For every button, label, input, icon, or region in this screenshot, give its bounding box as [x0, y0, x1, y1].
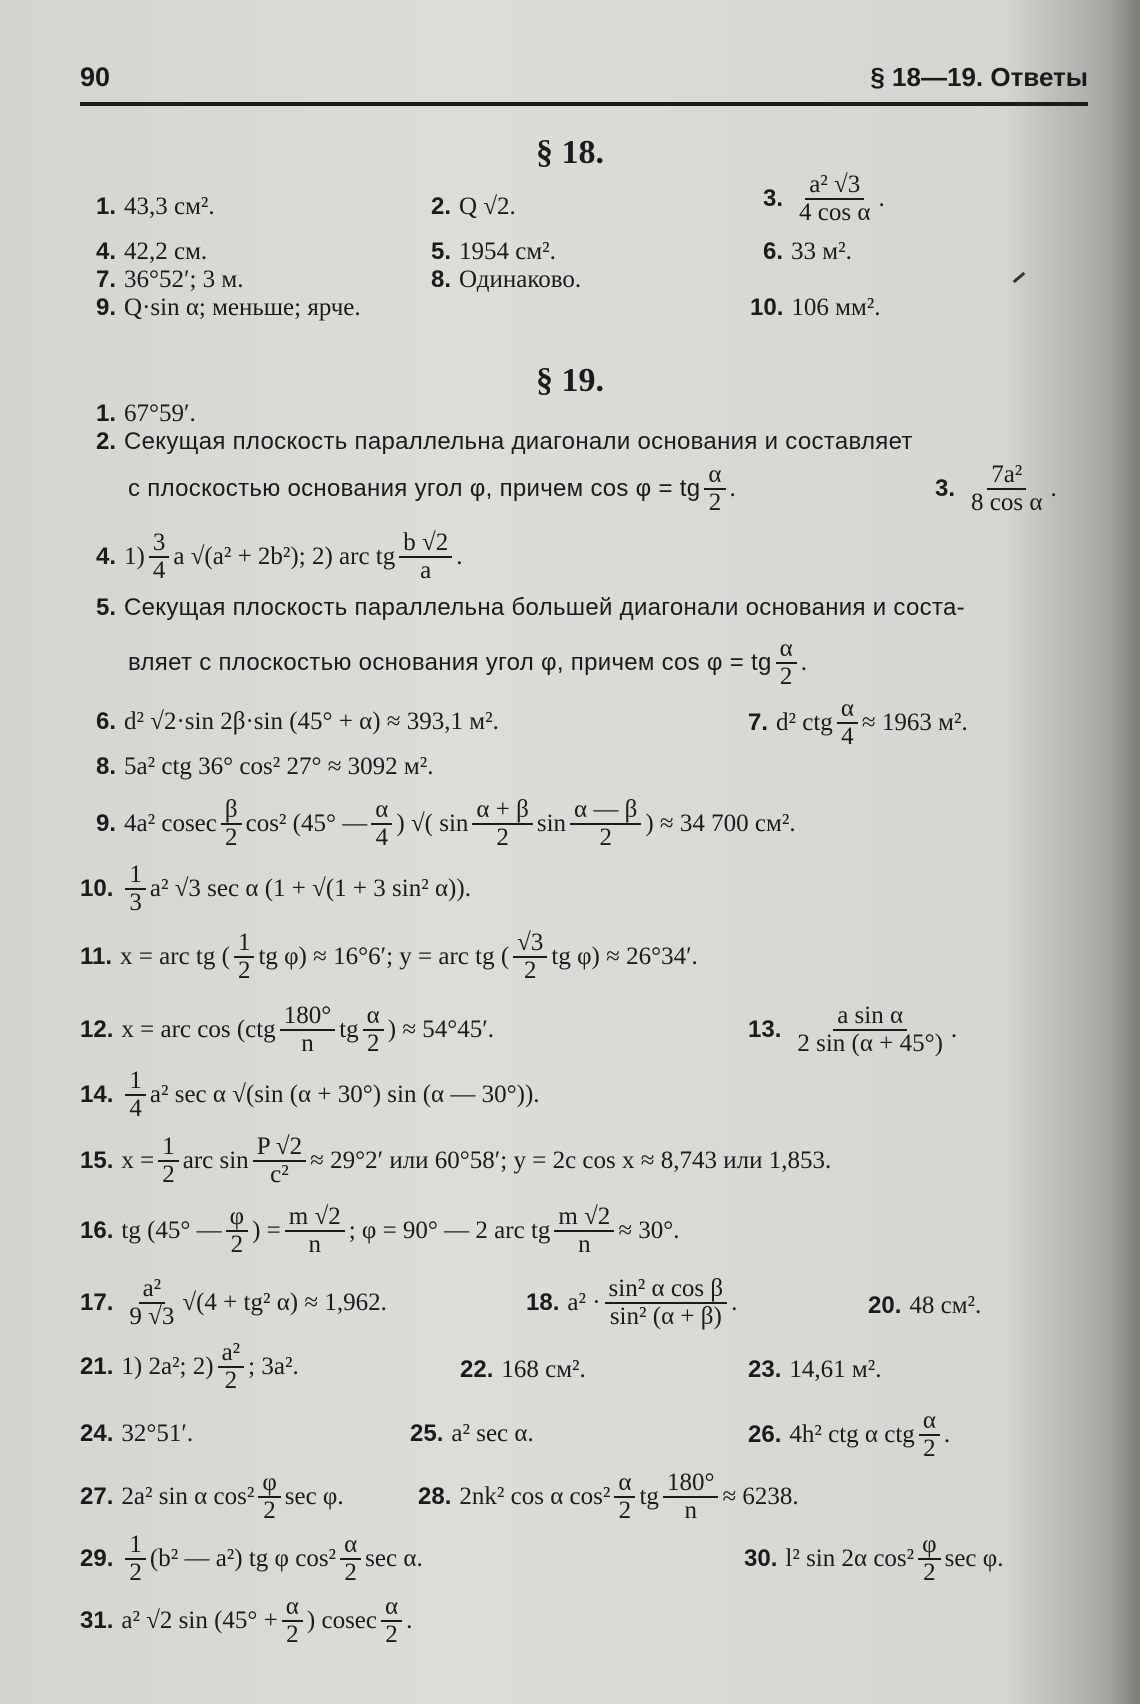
answer-tail: . [731, 1289, 738, 1317]
answer-number: 20. [868, 1292, 902, 1319]
answer-19-9 [96, 797, 796, 852]
answer-tail: . [729, 475, 736, 503]
fraction-denominator: 4 [152, 557, 166, 585]
answer-19-29 [80, 1532, 423, 1587]
answer-19-31 [80, 1594, 412, 1649]
answer-number: 21. [80, 1353, 114, 1381]
answer-number: 6. [763, 238, 784, 265]
answer-text: ) = [252, 1217, 281, 1245]
fraction-numerator: α [381, 1594, 402, 1622]
fraction-denominator: 2 [385, 1621, 398, 1649]
fraction-numerator: β [221, 797, 242, 825]
fraction [919, 1408, 940, 1463]
answer-text: ) ≈ 54°45′. [387, 1016, 495, 1044]
answer-19-14 [80, 1068, 540, 1123]
answer-19-5-line2 [128, 636, 807, 691]
answer-number: 27. [80, 1483, 114, 1511]
answer-number: 9. [96, 294, 117, 321]
answer-text: arc sin [182, 1147, 249, 1175]
answer-text: tg φ) ≈ 26°34′. [551, 943, 698, 971]
answer-number: 26. [748, 1421, 782, 1449]
answer-tail: . [1050, 475, 1057, 503]
fraction-numerator: α [614, 1470, 635, 1498]
answer-text: Q √2. [459, 193, 516, 220]
answer-19-11 [80, 930, 698, 985]
fraction-numerator: a² [218, 1340, 245, 1368]
answer-19-17 [80, 1276, 387, 1331]
answer-number: 3. [935, 475, 956, 503]
answer-19-27 [80, 1470, 344, 1525]
answer-text: 1) [124, 543, 145, 571]
fraction [234, 930, 255, 985]
answer-text: a² sec α. [451, 1420, 534, 1447]
answer-18-1 [96, 193, 215, 221]
answer-text: (b² — a²) tg φ cos² [149, 1545, 337, 1573]
answer-number: 6. [96, 708, 117, 735]
answer-number: 31. [80, 1607, 114, 1635]
fraction-denominator: 3 [129, 889, 142, 917]
answer-text: 67°59′. [124, 400, 196, 427]
fraction [795, 172, 874, 227]
answer-number: 3. [763, 185, 784, 213]
fraction-numerator: α [371, 797, 392, 825]
fraction [776, 636, 797, 691]
answer-19-3 [935, 462, 1057, 517]
fraction-denominator: 8 cos α [971, 489, 1043, 517]
answer-19-1 [96, 400, 196, 428]
answer-19-26 [748, 1408, 950, 1463]
fraction-denominator: 4 [375, 824, 389, 852]
fraction-denominator: 2 [923, 1435, 936, 1463]
answer-text: 2nk² cos α cos² [459, 1483, 611, 1511]
answer-number: 22. [460, 1356, 494, 1383]
answer-text: sin [536, 810, 567, 838]
fraction [570, 797, 641, 852]
answer-19-8 [96, 753, 434, 781]
fraction-numerator: 3 [149, 530, 170, 558]
fraction-numerator: a² √3 [805, 172, 864, 200]
fraction [837, 696, 858, 751]
answer-text: 1) 2a²; 2) [121, 1353, 214, 1381]
answer-19-22 [460, 1356, 586, 1384]
fraction-denominator: sin² (α + β) [609, 1303, 722, 1331]
answer-number: 4. [96, 543, 117, 571]
answer-number: 1. [96, 400, 117, 427]
answer-tail: . [456, 543, 463, 571]
answer-18-9 [96, 294, 361, 322]
fraction [340, 1532, 361, 1587]
answer-19-15 [80, 1134, 831, 1189]
fraction-numerator: 180° [280, 1003, 336, 1031]
answer-number: 8. [431, 266, 452, 293]
fraction-numerator: sin² α cos β [605, 1276, 728, 1304]
fraction [918, 1532, 940, 1587]
answer-number: 10. [750, 294, 784, 321]
page-number: 90 [80, 62, 111, 92]
answer-19-24 [80, 1420, 193, 1448]
answer-number: 16. [80, 1217, 114, 1245]
answer-19-13 [748, 1003, 957, 1058]
answer-text: 33 м². [791, 238, 852, 265]
answer-text: tg [339, 1016, 359, 1044]
fraction [125, 1532, 146, 1587]
answer-number: 8. [96, 753, 117, 780]
answer-text: 48 см². [909, 1292, 982, 1319]
answer-text: tg [639, 1483, 659, 1511]
answer-19-4 [96, 530, 462, 585]
answer-19-21 [80, 1340, 299, 1395]
fraction-numerator: 180° [663, 1470, 719, 1498]
fraction [399, 530, 452, 585]
fraction [282, 1594, 303, 1649]
answer-text: l² sin 2α cos² [785, 1545, 915, 1573]
answer-text: 36°52′; 3 м. [124, 266, 244, 293]
fraction [967, 462, 1046, 517]
fraction-numerator: φ [226, 1204, 248, 1232]
answer-text: ≈ 29°2′ или 60°58′; y = 2c cos x ≈ 8,743 или 1,853. [310, 1147, 832, 1175]
header-rule [80, 102, 1088, 106]
answer-text: ≈ 30°. [618, 1217, 680, 1245]
fraction-denominator: n [578, 1231, 591, 1259]
answer-number: 28. [418, 1483, 452, 1511]
fraction-numerator: 1 [234, 930, 255, 958]
answer-text: ; 3a². [248, 1353, 299, 1381]
answer-text: 42,2 см. [124, 238, 208, 265]
answer-number: 15. [80, 1147, 114, 1175]
answer-number: 30. [744, 1545, 778, 1573]
answer-text: a √(a² + 2b²); 2) arc tg [173, 543, 396, 571]
answer-number: 17. [80, 1289, 114, 1317]
answer-number: 7. [96, 266, 117, 293]
answer-text: 2a² sin α cos² [121, 1483, 255, 1511]
fraction [253, 1134, 306, 1189]
fraction [663, 1470, 719, 1525]
fraction [221, 797, 242, 852]
section-title-19: § 19. [536, 362, 604, 399]
fraction-numerator: 1 [125, 1068, 146, 1096]
answer-text: Одинаково. [459, 266, 582, 293]
answer-number: 23. [748, 1356, 782, 1383]
answer-text: cos² (45° — [245, 810, 368, 838]
fraction-numerator: φ [918, 1532, 940, 1560]
fraction-numerator: 1 [125, 862, 146, 890]
answer-text: 168 см². [501, 1356, 586, 1383]
answer-18-8 [431, 266, 581, 294]
answer-number: 1. [96, 193, 117, 220]
fraction [226, 1204, 248, 1259]
fraction [285, 1204, 345, 1259]
answer-18-6 [763, 238, 852, 266]
fraction [472, 797, 532, 852]
answer-text: Секущая плоскость параллельна диагонали основания и составляет [124, 428, 913, 455]
fraction-denominator: 2 [263, 1497, 276, 1525]
answer-number: 4. [96, 238, 117, 265]
fraction-denominator: 2 [599, 824, 612, 852]
answer-18-10 [750, 294, 881, 322]
answer-text: x = [121, 1147, 155, 1175]
fraction-numerator: α [919, 1408, 940, 1436]
fraction-denominator: 9 √3 [129, 1303, 175, 1331]
answer-19-25 [410, 1420, 534, 1448]
answer-text: 32°51′. [121, 1420, 194, 1447]
fraction-denominator: 2 [708, 489, 722, 517]
fraction-denominator: 4 [129, 1095, 142, 1123]
fraction-denominator: 2 [779, 663, 793, 691]
fraction-numerator: m √2 [285, 1204, 345, 1232]
fraction-numerator: α — β [570, 797, 641, 825]
answer-text: 43,3 см². [124, 193, 215, 220]
fraction-denominator: 2 [224, 824, 238, 852]
fraction-numerator: φ [258, 1470, 280, 1498]
fraction-numerator: b √2 [399, 530, 452, 558]
fraction-numerator: √3 [513, 930, 547, 958]
fraction-denominator: n [684, 1497, 697, 1525]
answer-18-5 [431, 238, 556, 266]
fraction-numerator: a sin α [833, 1003, 907, 1031]
fraction [125, 862, 146, 917]
fraction-numerator: 1 [158, 1134, 179, 1162]
answer-text: x = arc cos (ctg [121, 1016, 276, 1044]
answer-number: 2. [96, 428, 117, 455]
answer-19-12 [80, 1003, 494, 1058]
answer-text: 1954 см². [459, 238, 556, 265]
answer-18-7 [96, 266, 244, 294]
answer-number: 5. [96, 594, 117, 621]
answer-19-30 [744, 1532, 1003, 1587]
answer-number: 5. [431, 238, 452, 265]
fraction [704, 462, 725, 517]
answer-text: 4h² ctg α ctg [789, 1421, 915, 1449]
fraction-numerator: α [282, 1594, 303, 1622]
fraction-numerator: α [340, 1532, 361, 1560]
answer-number: 13. [748, 1016, 782, 1044]
fraction-denominator: 2 [496, 824, 509, 852]
page-header [80, 62, 1088, 102]
answer-text: 106 мм². [791, 294, 881, 321]
answer-text: sec φ. [944, 1545, 1004, 1573]
fraction-numerator: P √2 [253, 1134, 306, 1162]
answer-tail: . [800, 649, 807, 677]
answer-tail: . [950, 1016, 958, 1044]
answer-number: 24. [80, 1420, 114, 1447]
answer-tail: . [943, 1421, 951, 1449]
answer-18-2 [431, 193, 516, 221]
fraction [381, 1594, 402, 1649]
fraction-denominator: 2 [618, 1497, 632, 1525]
fraction-denominator: 2 [230, 1231, 244, 1259]
answer-number: 9. [96, 810, 117, 838]
fraction-denominator: 4 [841, 723, 854, 751]
answer-text: ) √( sin [396, 810, 469, 838]
answer-text: x = arc tg ( [120, 943, 230, 971]
fraction-denominator: c² [270, 1161, 289, 1189]
answer-text: ) ≈ 34 700 см². [645, 810, 796, 838]
fraction-denominator: n [301, 1030, 314, 1058]
answer-number: 14. [80, 1081, 114, 1109]
fraction-denominator: 2 sin (α + 45°) [797, 1030, 943, 1058]
answer-text: 4a² cosec [124, 810, 217, 838]
answer-text: d² √2·sin 2β·sin (45° + α) ≈ 393,1 м². [124, 708, 499, 735]
answer-text: вляет с плоскостью основания угол φ, причем cos φ = tg [128, 649, 772, 677]
fraction-denominator: 2 [237, 957, 251, 985]
answer-text: a² · [567, 1289, 601, 1317]
answer-text: ≈ 6238. [722, 1483, 799, 1511]
answer-text: с плоскостью основания угол φ, причем cos φ = tg [128, 475, 701, 503]
fraction [258, 1470, 280, 1525]
fraction [554, 1204, 614, 1259]
fraction-numerator: α [837, 696, 858, 724]
answer-text: 5a² ctg 36° cos² 27° ≈ 3092 м². [124, 753, 434, 780]
fraction [125, 1068, 146, 1123]
fraction-denominator: 2 [366, 1030, 380, 1058]
answer-text: Q·sin α; меньше; ярче. [124, 294, 361, 321]
answer-18-4 [96, 238, 207, 266]
fraction-numerator: α [363, 1003, 384, 1031]
fraction-numerator: m √2 [554, 1204, 614, 1232]
fraction-denominator: 2 [129, 1559, 142, 1587]
answer-text: sec α. [365, 1545, 423, 1573]
answer-19-7 [748, 696, 968, 751]
fraction [125, 1276, 178, 1331]
fraction-denominator: a [420, 557, 432, 585]
answer-number: 10. [80, 875, 114, 903]
answer-number: 11. [80, 943, 113, 971]
fraction-numerator: 7a² [987, 462, 1026, 490]
answer-text: √(4 + tg² α) ≈ 1,962. [182, 1289, 387, 1317]
fraction [149, 530, 170, 585]
answer-text: a² √2 sin (45° + [121, 1607, 278, 1635]
answer-18-3 [763, 172, 885, 227]
answer-text: Секущая плоскость параллельна большей диагонали основания и соста- [124, 594, 965, 621]
fraction-numerator: α + β [472, 797, 532, 825]
fraction-denominator: 2 [524, 957, 537, 985]
answer-19-6 [96, 708, 499, 736]
fraction-denominator: 4 cos α [799, 199, 871, 227]
answer-19-10 [80, 862, 471, 917]
answer-text: ≈ 1963 м². [861, 709, 968, 737]
answer-text: a² √3 sec α (1 + √(1 + 3 sin² α)). [149, 875, 471, 903]
fraction [371, 797, 392, 852]
stray-mark [1013, 272, 1026, 283]
answer-number: 18. [526, 1289, 560, 1317]
answer-19-16 [80, 1204, 680, 1259]
answer-19-28 [418, 1470, 799, 1525]
answer-text: d² ctg [776, 709, 833, 737]
answer-number: 12. [80, 1016, 114, 1044]
fraction [363, 1003, 384, 1058]
answer-19-5-line1 [96, 594, 965, 622]
answer-number: 7. [748, 709, 769, 737]
answer-19-18 [526, 1276, 737, 1331]
answer-19-2-line2 [128, 462, 736, 517]
answer-text: sec φ. [284, 1483, 344, 1511]
fraction-numerator: α [704, 462, 725, 490]
fraction-denominator: n [308, 1231, 321, 1259]
answer-19-23 [748, 1356, 881, 1384]
answer-text: tg (45° — [121, 1217, 222, 1245]
answer-text: a² sec α √(sin (α + 30°) sin (α — 30°)). [149, 1081, 540, 1109]
fraction-denominator: 2 [162, 1161, 175, 1189]
answer-text: ) cosec [306, 1607, 377, 1635]
fraction [513, 930, 547, 985]
answer-text: ; φ = 90° — 2 arc tg [348, 1217, 551, 1245]
answer-text: tg φ) ≈ 16°6′; y = arc tg ( [258, 943, 510, 971]
answer-19-20 [868, 1292, 981, 1320]
fraction [605, 1276, 728, 1331]
answer-tail: . [878, 185, 885, 213]
answer-number: 2. [431, 193, 452, 220]
fraction [280, 1003, 336, 1058]
fraction [218, 1340, 245, 1395]
fraction-numerator: a² [139, 1276, 166, 1304]
fraction [614, 1470, 635, 1525]
fraction-denominator: 2 [923, 1559, 936, 1587]
fraction-numerator: 1 [125, 1532, 146, 1560]
fraction [793, 1003, 947, 1058]
answer-number: 25. [410, 1420, 444, 1447]
answer-19-2-line1 [96, 428, 913, 456]
section-title-18: § 18. [536, 134, 604, 171]
fraction-denominator: 2 [286, 1621, 299, 1649]
answer-number: 29. [80, 1545, 114, 1573]
fraction-denominator: 2 [344, 1559, 357, 1587]
fraction-denominator: 2 [224, 1367, 238, 1395]
fraction-numerator: α [776, 636, 797, 664]
fraction [158, 1134, 179, 1189]
answer-tail: . [406, 1607, 413, 1635]
answer-text: 14,61 м². [789, 1356, 882, 1383]
running-title: § 18—19. Ответы [870, 62, 1088, 92]
